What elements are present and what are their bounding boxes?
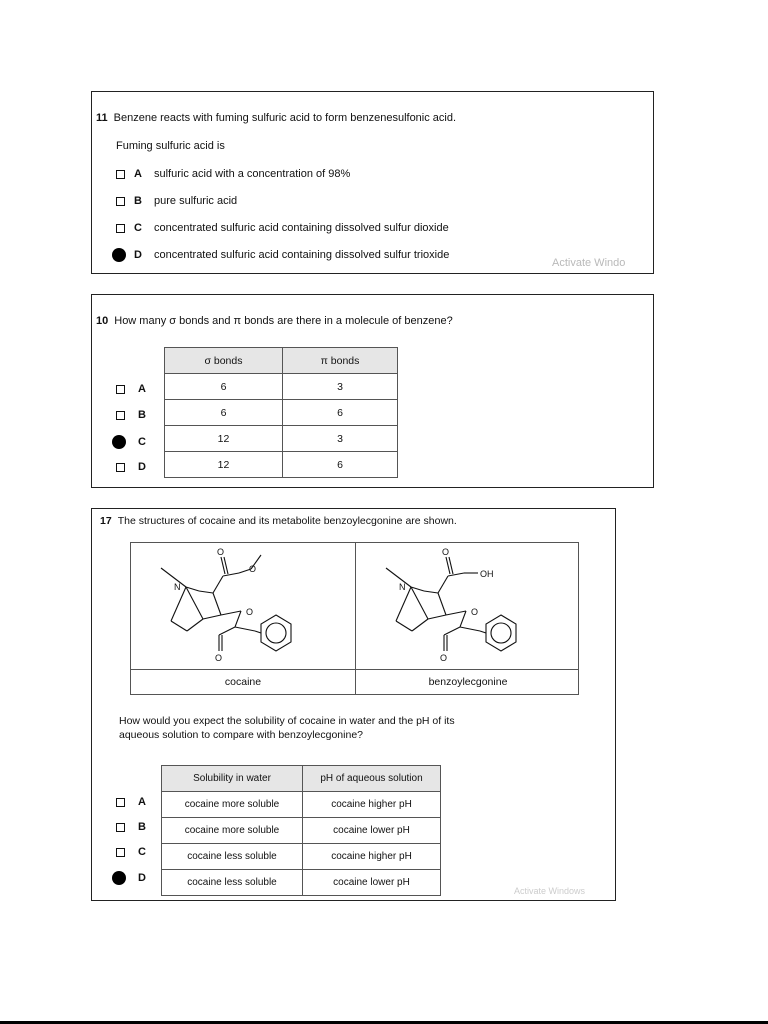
option-letter: C xyxy=(138,436,146,448)
atom-o: O xyxy=(471,607,479,617)
cocaine-structure xyxy=(131,543,354,668)
table-cell: cocaine lower pH xyxy=(303,870,441,896)
checkbox-icon[interactable] xyxy=(116,197,125,206)
checkbox-icon[interactable] xyxy=(116,170,125,179)
option-a[interactable] xyxy=(114,168,350,180)
question-17-stem xyxy=(100,515,457,527)
checkbox-icon[interactable] xyxy=(116,848,125,857)
question-number: 10 xyxy=(96,315,109,327)
header-ph: pH of aqueous solution xyxy=(303,766,441,792)
table-cell: cocaine more soluble xyxy=(162,818,303,844)
table-row xyxy=(162,870,441,896)
option-letter: A xyxy=(138,796,146,808)
option-letter: D xyxy=(134,249,142,261)
question-17-panel xyxy=(91,508,616,901)
activate-windows-watermark: Activate Windo xyxy=(552,257,626,269)
label-divider xyxy=(131,669,579,670)
table-cell: cocaine more soluble xyxy=(162,792,303,818)
checkbox-icon[interactable] xyxy=(116,463,125,472)
question-number: 11 xyxy=(96,112,108,124)
filled-bubble-icon[interactable] xyxy=(112,248,126,262)
option-c[interactable] xyxy=(114,435,158,449)
option-letter: B xyxy=(134,195,142,207)
cocaine-label: cocaine xyxy=(224,676,262,688)
table-cell: 12 xyxy=(165,426,283,452)
option-a[interactable] xyxy=(114,383,158,395)
option-letter: C xyxy=(134,222,142,234)
header-pi: π bonds xyxy=(283,348,398,374)
option-text: pure sulfuric acid xyxy=(154,195,238,207)
option-c[interactable] xyxy=(114,222,449,234)
question-17-line2: aqueous solution to compare with benzoylecgonine? xyxy=(119,729,363,741)
table-row xyxy=(165,426,398,452)
checkbox-icon[interactable] xyxy=(116,411,125,420)
table-cell: cocaine higher pH xyxy=(303,844,441,870)
option-letter: B xyxy=(138,409,146,421)
option-b[interactable] xyxy=(114,409,158,421)
activate-windows-watermark: Activate Windows xyxy=(514,886,586,896)
table-row xyxy=(165,452,398,478)
table-cell: cocaine less soluble xyxy=(162,870,303,896)
question-text: The structures of cocaine and its metabolite benzoylecgonine are shown. xyxy=(117,515,457,527)
atom-o: O xyxy=(249,564,257,574)
option-text: sulfuric acid with a concentration of 98% xyxy=(154,168,351,180)
atom-n: N xyxy=(174,582,181,592)
option-letter: D xyxy=(138,872,146,884)
table-cell: cocaine lower pH xyxy=(303,818,441,844)
atom-o: O xyxy=(442,547,450,557)
option-a[interactable] xyxy=(114,796,158,808)
filled-bubble-icon[interactable] xyxy=(112,435,126,449)
atom-o: O xyxy=(440,653,448,663)
option-b[interactable] xyxy=(114,195,237,207)
table-cell: 3 xyxy=(283,374,398,400)
checkbox-icon[interactable] xyxy=(116,798,125,807)
table-cell: 12 xyxy=(165,452,283,478)
table-cell: 3 xyxy=(283,426,398,452)
question-10-panel xyxy=(91,294,654,488)
question-10-stem xyxy=(96,315,453,327)
atom-n: N xyxy=(399,582,406,592)
header-sigma: σ bonds xyxy=(165,348,283,374)
checkbox-icon[interactable] xyxy=(116,224,125,233)
table-cell: cocaine less soluble xyxy=(162,844,303,870)
option-d[interactable] xyxy=(114,461,158,473)
table-row xyxy=(162,818,441,844)
option-text: concentrated sulfuric acid containing dissolved sulfur trioxide xyxy=(154,249,450,261)
option-letter: B xyxy=(138,821,146,833)
option-letter: C xyxy=(138,846,146,858)
option-b[interactable] xyxy=(114,821,158,833)
table-header-row xyxy=(165,348,398,374)
question-text: Benzene reacts with fuming sulfuric acid to form benzenesulfonic acid. xyxy=(113,112,457,124)
benzoylecgonine-structure xyxy=(356,543,579,668)
table-row xyxy=(165,374,398,400)
option-d[interactable] xyxy=(114,248,449,262)
solubility-table xyxy=(161,765,441,896)
bonds-table xyxy=(164,347,398,478)
question-text: How many σ bonds and π bonds are there in a molecule of benzene? xyxy=(114,315,453,327)
question-11-sub: Fuming sulfuric acid is xyxy=(116,140,225,152)
table-header-row xyxy=(162,766,441,792)
checkbox-icon[interactable] xyxy=(116,385,125,394)
question-17-line1: How would you expect the solubility of cocaine in water and the pH of its xyxy=(119,715,455,727)
option-letter: A xyxy=(138,383,146,395)
option-d[interactable] xyxy=(114,871,158,885)
table-row xyxy=(162,844,441,870)
question-number: 17 xyxy=(100,515,112,527)
structures-table xyxy=(130,542,579,695)
checkbox-icon[interactable] xyxy=(116,823,125,832)
table-cell: 6 xyxy=(283,400,398,426)
option-text: concentrated sulfuric acid containing dissolved sulfur dioxide xyxy=(154,222,449,234)
question-11-stem xyxy=(96,112,456,124)
header-solubility: Solubility in water xyxy=(162,766,303,792)
table-cell: 6 xyxy=(165,400,283,426)
option-letter: A xyxy=(134,168,142,180)
table-row xyxy=(165,400,398,426)
filled-bubble-icon[interactable] xyxy=(112,871,126,885)
atom-o: O xyxy=(246,607,254,617)
atom-oh: OH xyxy=(480,569,494,579)
table-cell: 6 xyxy=(283,452,398,478)
table-row xyxy=(162,792,441,818)
option-letter: D xyxy=(138,461,146,473)
benzoylecgonine-label: benzoylecgonine xyxy=(428,676,508,688)
atom-o: O xyxy=(215,653,223,663)
table-cell: 6 xyxy=(165,374,283,400)
table-cell: cocaine higher pH xyxy=(303,792,441,818)
question-11-panel xyxy=(91,91,654,274)
option-c[interactable] xyxy=(114,846,158,858)
atom-o: O xyxy=(217,547,225,557)
